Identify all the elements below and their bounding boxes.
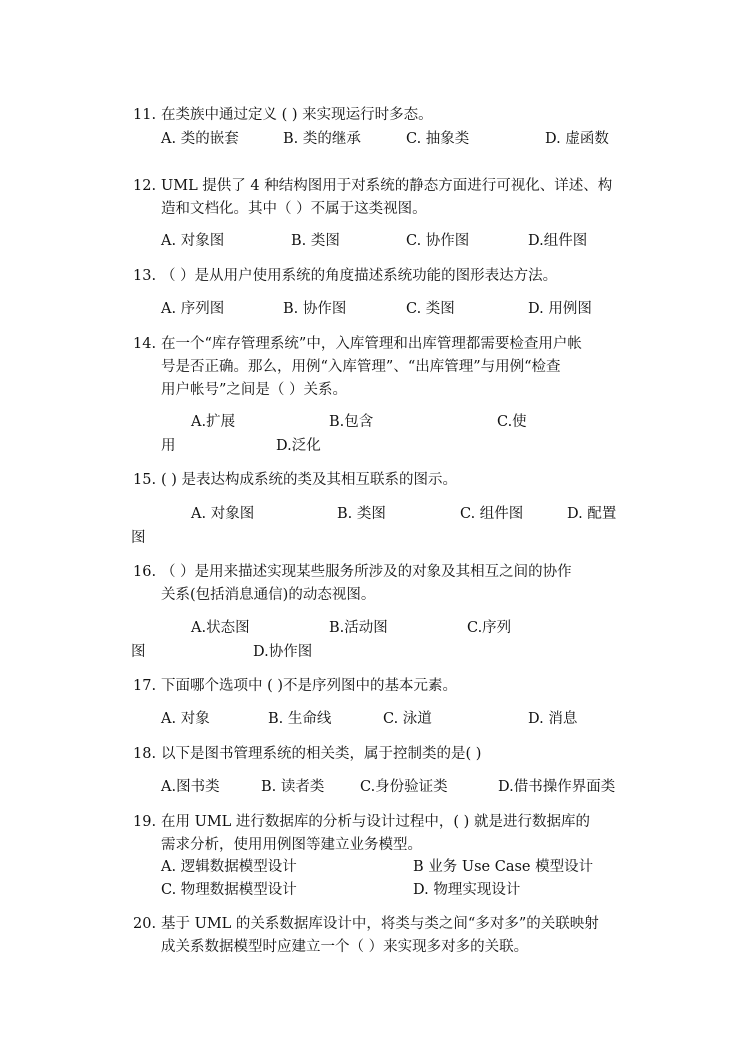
option-a: A.图书类 xyxy=(161,779,220,795)
question-text: 在一个“库存管理系统”中，入库管理和出库管理都需要检查用户帐 xyxy=(161,336,582,352)
option-b: B. 协作图 xyxy=(283,301,347,317)
option-a: A. 逻辑数据模型设计 xyxy=(161,859,297,875)
option-d: D. 用例图 xyxy=(528,301,592,317)
option-d: D.协作图 xyxy=(253,644,313,660)
option-c: C. 泳道 xyxy=(383,711,432,727)
option-b: B. 生命线 xyxy=(268,711,332,727)
option-c: C. 协作图 xyxy=(406,233,470,249)
option-d: D. 物理实现设计 xyxy=(413,882,521,898)
option-c: C. 类图 xyxy=(406,301,455,317)
option-a: A. 对象图 xyxy=(161,233,225,249)
question-number: 19. xyxy=(133,814,157,830)
option-c: C.使 xyxy=(497,414,527,430)
option-b: B. 类图 xyxy=(291,233,340,249)
option-b: B.包含 xyxy=(329,414,374,430)
option-a: A. 对象 xyxy=(161,711,210,727)
question-text: 需求分析，使用用例图等建立业务模型。 xyxy=(161,837,422,853)
question-number: 15. xyxy=(133,472,157,488)
option-b: B.活动图 xyxy=(329,620,388,636)
question-number: 16. xyxy=(133,564,157,580)
question-number: 18. xyxy=(133,746,157,762)
question-text: 下面哪个选项中 ( )不是序列图中的基本元素。 xyxy=(161,678,458,694)
option-c-wrap: 图 xyxy=(131,644,146,660)
question-number: 13. xyxy=(133,268,157,284)
question-text: 以下是图书管理系统的相关类，属于控制类的是( ) xyxy=(161,746,482,762)
question-text: 在用 UML 进行数据库的分析与设计过程中，( ) 就是进行数据库的 xyxy=(161,814,590,830)
option-c: C.身份验证类 xyxy=(360,779,448,795)
question-text: 在类族中通过定义 ( ) 来实现运行时多态。 xyxy=(161,107,433,123)
question-number: 11. xyxy=(133,107,157,123)
option-b: B. 类的继承 xyxy=(283,131,361,147)
option-d-wrap: 图 xyxy=(131,530,146,546)
option-a: A. 类的嵌套 xyxy=(161,131,239,147)
option-d: D. 配置 xyxy=(567,506,617,522)
option-d: D.借书操作界面类 xyxy=(498,779,616,795)
option-c: C. 组件图 xyxy=(460,506,524,522)
question-number: 12. xyxy=(133,178,157,194)
question-number: 14. xyxy=(133,336,157,352)
option-b: B. 读者类 xyxy=(261,779,325,795)
option-a: A. 对象图 xyxy=(191,506,255,522)
option-c-wrap: 用 xyxy=(161,438,176,454)
option-d: D. 消息 xyxy=(528,711,578,727)
option-a: A. 序列图 xyxy=(161,301,225,317)
question-number: 20. xyxy=(133,916,157,932)
question-text: 成关系数据模型时应建立一个（ ）来实现多对多的关联。 xyxy=(161,939,529,955)
option-d: D. 虚函数 xyxy=(545,131,609,147)
option-c: C. 物理数据模型设计 xyxy=(161,882,297,898)
question-text: UML 提供了 4 种结构图用于对系统的静态方面进行可视化、详述、构 xyxy=(161,178,613,194)
option-b: B. 类图 xyxy=(337,506,386,522)
question-text: 关系(包括消息通信)的动态视图。 xyxy=(161,587,376,603)
option-b: B 业务 Use Case 模型设计 xyxy=(413,859,594,875)
question-number: 17. xyxy=(133,678,157,694)
option-c: C. 抽象类 xyxy=(406,131,470,147)
option-a: A.扩展 xyxy=(191,414,236,430)
question-text: 号是否正确。那么，用例“入库管理”、“出库管理”与用例“检查 xyxy=(161,359,561,375)
question-text: （ ）是用来描述实现某些服务所涉及的对象及其相互之间的协作 xyxy=(161,564,572,580)
question-text: 基于 UML 的关系数据库设计中，将类与类之间“多对多”的关联映射 xyxy=(161,916,599,932)
option-c: C.序列 xyxy=(467,620,512,636)
question-text: ( ) 是表达构成系统的类及其相互联系的图示。 xyxy=(161,472,458,488)
question-text: （ ）是从用户使用系统的角度描述系统功能的图形表达方法。 xyxy=(161,268,558,284)
option-a: A.状态图 xyxy=(191,620,250,636)
question-text: 造和文档化。其中（ ）不属于这类视图。 xyxy=(161,201,427,217)
question-text: 用户帐号”之间是（ ）关系。 xyxy=(161,382,348,398)
option-d: D.泛化 xyxy=(276,438,321,454)
option-d: D.组件图 xyxy=(528,233,588,249)
